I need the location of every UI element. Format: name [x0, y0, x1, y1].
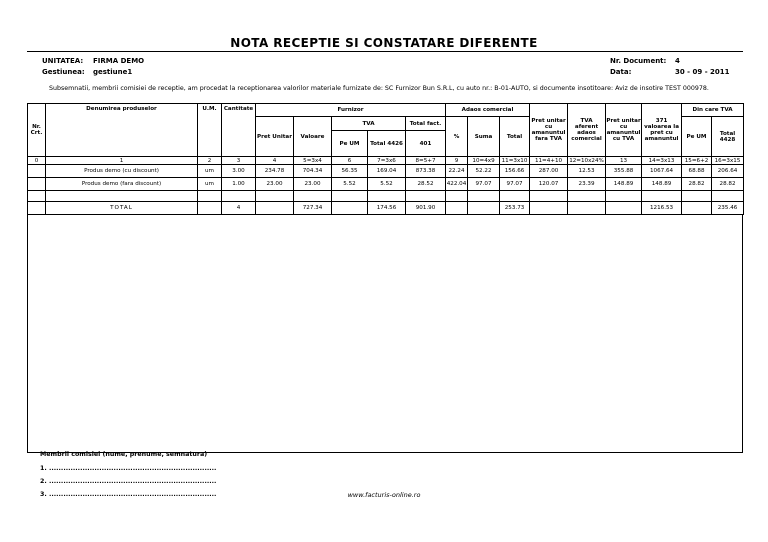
header-total-invoice-b: 401	[406, 131, 446, 157]
total-markup: 253.73	[500, 202, 530, 215]
cell	[568, 202, 606, 215]
cell: 148.89	[642, 178, 682, 191]
header-vat-group: TVA	[332, 117, 406, 131]
total-value: 727.34	[294, 202, 332, 215]
header-quantity: Cantitate	[222, 104, 256, 157]
header-vat-breakdown-group: Din care TVA	[682, 104, 744, 117]
cell: 422.04	[446, 178, 468, 191]
header-markup-sum: Suma	[468, 117, 500, 157]
header-retail-price-vat: Pret unitar cu amanuntul cu TVA	[606, 104, 642, 157]
header-value: Valoare	[294, 117, 332, 157]
index-cell: 11=4+10	[530, 157, 568, 165]
cell	[332, 202, 368, 215]
cell: 873.38	[406, 165, 446, 178]
cell: 169.04	[368, 165, 406, 178]
header-retail-value-371: 371 valoarea la pret cu amanuntul	[642, 104, 682, 157]
total-label: TOTAL	[46, 202, 198, 215]
date-label: Data:	[610, 68, 632, 76]
index-cell: 4	[256, 157, 294, 165]
header-total-invoice-a: Total fact.	[406, 117, 446, 131]
cell: 704.34	[294, 165, 332, 178]
index-cell: 9	[446, 157, 468, 165]
cell: 120.07	[530, 178, 568, 191]
cell: 156.66	[500, 165, 530, 178]
cell: 22.24	[446, 165, 468, 178]
cell: 12.53	[568, 165, 606, 178]
cell	[28, 178, 46, 191]
header-markup-group: Adaos comercial	[446, 104, 530, 117]
product-name-cell: Produs demo (fara discount)	[46, 178, 198, 191]
cell: 148.89	[606, 178, 642, 191]
commission-heading: Membrii comisiei (nume, prenume, semnatura)	[40, 451, 208, 458]
index-cell: 7=3x6	[368, 157, 406, 165]
empty-row	[28, 191, 744, 202]
cell: 5.52	[332, 178, 368, 191]
cell: 68.88	[682, 165, 712, 178]
cell: 97.07	[468, 178, 500, 191]
title-underline	[27, 51, 743, 52]
header-nr-crt: Nr. Crt.	[28, 104, 46, 157]
cell: 1.00	[222, 178, 256, 191]
signature-line-3: 3. ......................................................................	[40, 491, 217, 498]
index-cell: 8=5+7	[406, 157, 446, 165]
header-supplier-group: Furnizor	[256, 104, 446, 117]
cell	[198, 202, 222, 215]
table-row	[28, 165, 744, 178]
column-index-row	[28, 157, 744, 165]
index-cell: 16=3x15	[712, 157, 744, 165]
cell	[682, 202, 712, 215]
product-name-cell: Produs demo (cu discount)	[46, 165, 198, 178]
header-vat-total-4426: Total 4426	[368, 131, 406, 157]
cell: 287.00	[530, 165, 568, 178]
cell	[606, 202, 642, 215]
cell: 5.52	[368, 178, 406, 191]
index-cell: 15=6+2	[682, 157, 712, 165]
cell: 3.00	[222, 165, 256, 178]
header-markup-percent: %	[446, 117, 468, 157]
header-markup-total: Total	[500, 117, 530, 157]
cell	[28, 202, 46, 215]
index-cell: 3	[222, 157, 256, 165]
cell: 23.39	[568, 178, 606, 191]
document-number-label: Nr. Document:	[610, 57, 667, 65]
cell	[530, 202, 568, 215]
header-unit-price: Pret Unitar	[256, 117, 294, 157]
cell	[28, 165, 46, 178]
total-row	[28, 202, 744, 215]
warehouse-value: gestiune1	[93, 68, 133, 76]
index-cell: 11=3x10	[500, 157, 530, 165]
header-um: U.M.	[198, 104, 222, 157]
unit-value: FIRMA DEMO	[93, 57, 145, 65]
header-vat-per-unit: Pe UM	[332, 131, 368, 157]
cell: 97.07	[500, 178, 530, 191]
total-quantity: 4	[222, 202, 256, 215]
total-retail-value: 1216.53	[642, 202, 682, 215]
document-number-value: 4	[675, 57, 680, 65]
cell: 234.78	[256, 165, 294, 178]
header-product-name: Denumirea produselor	[46, 104, 198, 157]
date-value: 30 - 09 - 2011	[675, 68, 730, 76]
signature-line-1: 1. ......................................................................	[40, 465, 217, 472]
cell: 52.22	[468, 165, 500, 178]
unit-label: UNITATEA:	[42, 57, 84, 65]
total-vat-4426: 174.56	[368, 202, 406, 215]
index-cell: 13	[606, 157, 642, 165]
header-markup-vat: TVA aferent adaos comercial	[568, 104, 606, 157]
cell	[256, 202, 294, 215]
index-cell: 1	[46, 157, 198, 165]
table-empty-area	[27, 214, 743, 453]
cell	[446, 202, 468, 215]
reception-table	[27, 103, 744, 215]
cell	[468, 202, 500, 215]
cell: um	[198, 178, 222, 191]
index-cell: 10=4x9	[468, 157, 500, 165]
cell: 56.35	[332, 165, 368, 178]
cell: 28.52	[406, 178, 446, 191]
footer-website: www.facturis-online.ro	[347, 491, 421, 499]
cell: 23.00	[294, 178, 332, 191]
document-title: NOTA RECEPTIE SI CONSTATARE DIFERENTE	[230, 36, 538, 50]
reception-statement: Subsemnatii, membrii comisiei de receptie, am procedat la receptionarea valorilor materiale furnizate de: SC Furnizor Bun S.R.L, cu auto nr.: B-01-AUTO, si documente insotitoare: Aviz de insotire TEST 000978.	[49, 85, 709, 92]
cell: 23.00	[256, 178, 294, 191]
header-vat-per-um: Pe UM	[682, 117, 712, 157]
index-cell: 6	[332, 157, 368, 165]
warehouse-label: Gestiunea:	[42, 68, 85, 76]
header-vat-total-4428: Total 4428	[712, 117, 744, 157]
index-cell: 5=3x4	[294, 157, 332, 165]
cell: 28.82	[712, 178, 744, 191]
cell: 355.88	[606, 165, 642, 178]
signature-line-2: 2. ......................................................................	[40, 478, 217, 485]
cell: 206.64	[712, 165, 744, 178]
index-cell: 0	[28, 157, 46, 165]
cell: 28.82	[682, 178, 712, 191]
index-cell: 2	[198, 157, 222, 165]
index-cell: 12=10x24%	[569, 157, 604, 164]
header-retail-price-no-vat: Pret unitar cu amanuntul fara TVA	[530, 104, 568, 157]
total-vat-4428: 235.46	[712, 202, 744, 215]
cell: um	[198, 165, 222, 178]
total-invoice-401: 901.90	[406, 202, 446, 215]
index-cell: 14=3x13	[642, 157, 682, 165]
cell: 1067.64	[642, 165, 682, 178]
table-row	[28, 178, 744, 191]
